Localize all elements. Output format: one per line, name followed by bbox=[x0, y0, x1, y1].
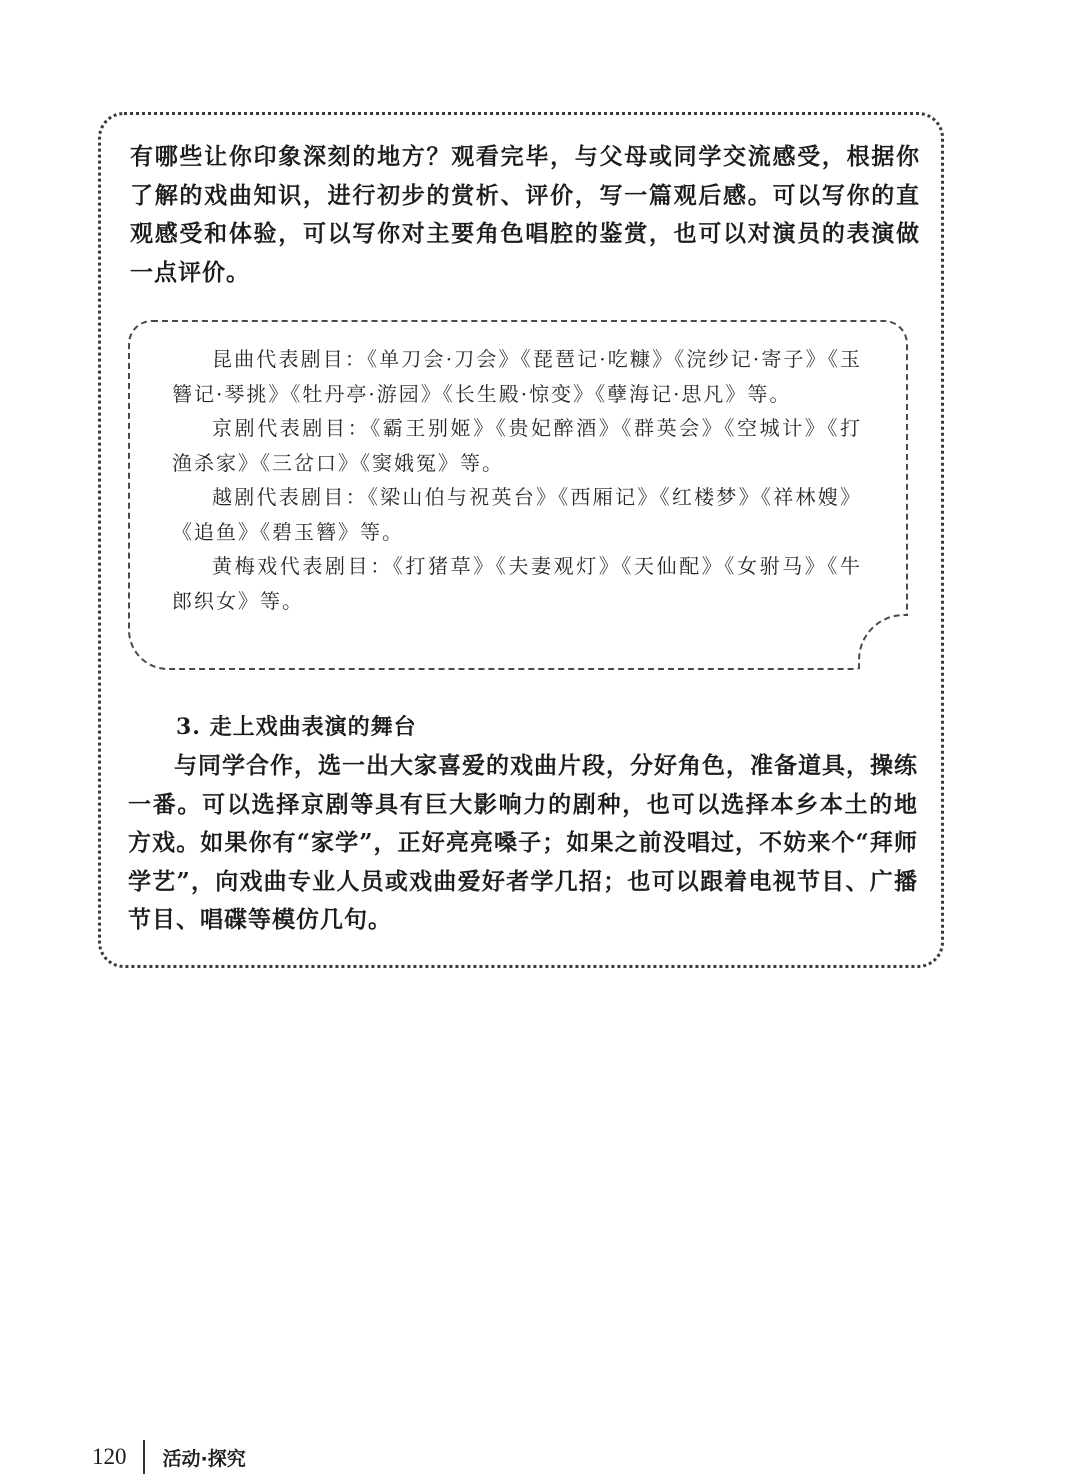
kunqu-repertoire: 昆曲代表剧目：《单刀会·刀会》《琵琶记·吃糠》《浣纱记·寄子》《玉簪记·琴挑》《牡丹亭·游园》《长生殿·惊变》《孽海记·思凡》等。 bbox=[172, 347, 862, 406]
box-notch bbox=[858, 614, 908, 670]
peking-opera-repertoire: 京剧代表剧目：《霸王别姬》《贵妃醉酒》《群英会》《空城计》《打渔杀家》《三岔口》《窦娥冤》等。 bbox=[172, 416, 862, 475]
section-body: 与同学合作，选一出大家喜爱的戏曲片段，分好角色，准备道具，操练一番。可以选择京剧等具有巨大影响力的剧种，也可以选择本乡本土的地方戏。如果你有“家学”，正好亮亮嗓子；如果之前没唱过，不妨来个“拜师学艺”，向戏曲专业人员或戏曲爱好者学几招；也可以跟着电视节目、广播节目、唱碟等模仿几句。 bbox=[128, 752, 918, 933]
footer-divider bbox=[143, 1440, 145, 1474]
repertoire-list bbox=[172, 342, 862, 618]
huangmei-opera-repertoire: 黄梅戏代表剧目：《打猪草》《夫妻观灯》《天仙配》《女驸马》《牛郎织女》等。 bbox=[172, 554, 862, 613]
yue-opera-repertoire: 越剧代表剧目：《梁山伯与祝英台》《西厢记》《红楼梦》《祥林嫂》《追鱼》《碧玉簪》等。 bbox=[172, 485, 862, 544]
section-title: 3. 走上戏曲表演的舞台 bbox=[176, 714, 417, 740]
footer-section-name: 活动·探究 bbox=[162, 1447, 246, 1470]
intro-paragraph: 有哪些让你印象深刻的地方？观看完毕，与父母或同学交流感受，根据你了解的戏曲知识，进行初步的赏析、评价，写一篇观后感。可以写你的直观感受和体验，可以写你对主要角色唱腔的鉴赏，也可以对演员的表演做一点评价。 bbox=[130, 143, 920, 286]
page-footer bbox=[92, 1440, 246, 1474]
page-number: 120 bbox=[92, 1444, 127, 1469]
